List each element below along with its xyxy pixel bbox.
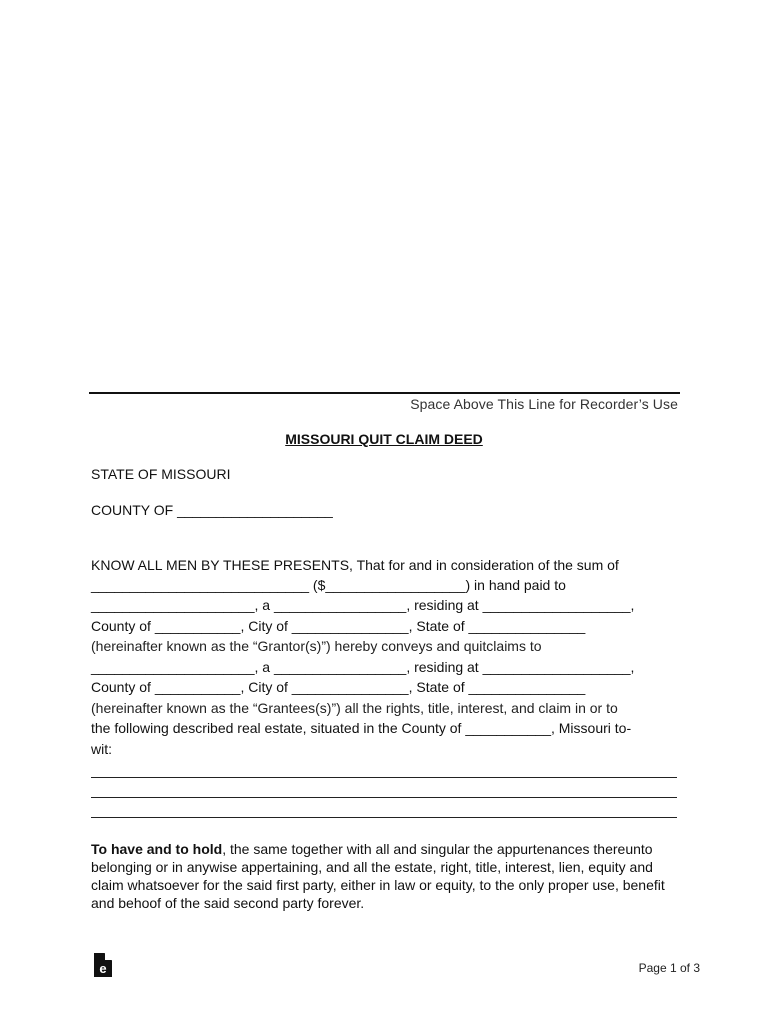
habendum-text: , the same together with all and singular the appurtenances thereunto belonging or in anywise appertaining, and all the estate, right, title, interest, lien, equity and claim whatsoever for the said first party, either in law or equity, to the only proper use, benefit and behoof of the said second party forever. — [91, 841, 665, 911]
recorder-note: Space Above This Line for Recorder’s Use — [410, 396, 678, 412]
page-number: Page 1 of 3 — [638, 961, 700, 975]
body-line-10: wit: — [91, 741, 112, 757]
body-line-9: the following described real estate, situated in the County of ___________, Missouri to- — [91, 720, 632, 736]
body-line-4: County of ___________, City of _______________, State of _______________ — [91, 618, 586, 634]
body-line-7: County of ___________, City of _______________, State of _______________ — [91, 679, 586, 695]
habendum-paragraph — [91, 840, 681, 912]
county-line: COUNTY OF ____________________ — [91, 502, 333, 518]
legal-description-line-3 — [91, 817, 677, 818]
legal-description-line-2 — [91, 797, 677, 798]
body-line-5: (hereinafter known as the “Grantor(s)”) hereby conveys and quitclaims to — [91, 638, 542, 654]
body-line-3: _____________________, a _________________, residing at ___________________, — [91, 597, 635, 613]
document-e-logo-icon — [93, 952, 113, 978]
state-line: STATE OF MISSOURI — [91, 466, 231, 482]
body-line-6: _____________________, a _________________, residing at ___________________, — [91, 659, 635, 675]
habendum-lead: To have and to hold — [91, 841, 223, 857]
body-line-2: ____________________________ ($__________________) in hand paid to — [91, 577, 566, 593]
document-title — [0, 431, 768, 447]
legal-description-line-1 — [91, 777, 677, 778]
svg-text:e: e — [99, 961, 107, 976]
document-title-text: MISSOURI QUIT CLAIM DEED — [285, 431, 483, 447]
body-line-1: KNOW ALL MEN BY THESE PRESENTS, That for and in consideration of the sum of — [91, 557, 619, 573]
recorder-divider — [89, 392, 680, 394]
body-line-8: (hereinafter known as the “Grantees(s)”) all the rights, title, interest, and claim in or to — [91, 700, 618, 716]
